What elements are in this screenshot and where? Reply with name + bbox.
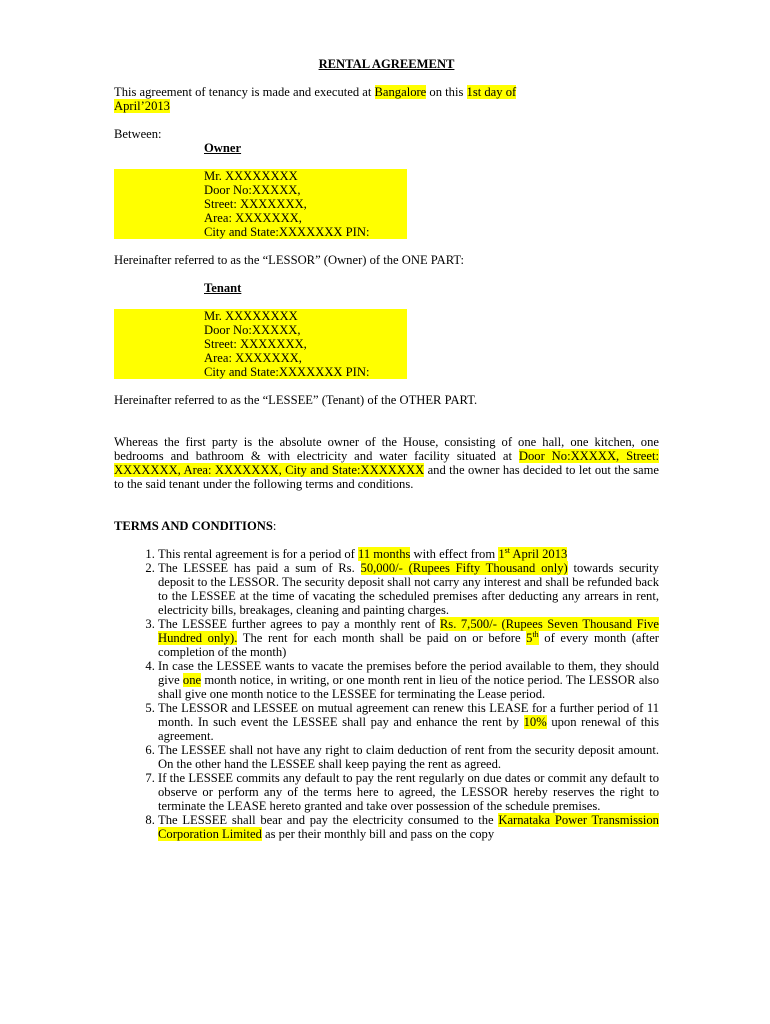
term-text: with effect from bbox=[410, 547, 499, 561]
tenant-address bbox=[204, 309, 659, 379]
terms-heading-colon: : bbox=[272, 519, 277, 533]
owner-heading: Owner bbox=[204, 141, 242, 155]
owner-section bbox=[204, 141, 659, 239]
lessor-definition: Hereinafter referred to as the “LESSOR” (Owner) of the ONE PART: bbox=[114, 253, 464, 267]
term-text: The rent for each month shall be paid on or before bbox=[237, 631, 527, 645]
intro-text-2: on this bbox=[426, 85, 467, 99]
term-highlight: Rs. 7,500/- (Rupees Seven Thousand Five Hundred only). bbox=[158, 617, 659, 645]
term-superscript: th bbox=[532, 629, 539, 639]
term-highlight: 11 months bbox=[358, 547, 411, 561]
tenant-line: City and State:XXXXXXX PIN: bbox=[204, 365, 370, 379]
term-text: The LESSOR and LESSEE on mutual agreement can renew this LEASE for a further period of 11 month. In such event the LESSEE shall pay and enhance the rent by bbox=[158, 701, 659, 729]
term-highlight: 10% bbox=[523, 715, 547, 729]
whereas-address: Door No:XXXXX, Street: XXXXXXX, Area: XXXXXXX, City and State:XXXXXXX bbox=[114, 449, 659, 477]
term-text: If the LESSEE commits any default to pay the rent regularly on due dates or commit any default to observe or perform any of the terms here to agreed, the LESSOR hereby reserves the right to terminate the LEASE hereto granted and take over possession of the schedule premises. bbox=[158, 771, 659, 813]
term-highlight: 50,000/- (Rupees Fifty Thousand only) bbox=[360, 561, 568, 575]
term-item bbox=[158, 659, 659, 701]
tenant-section bbox=[204, 281, 659, 379]
terms-list bbox=[114, 547, 659, 841]
term-highlight: Karnataka Power Transmission Corporation Limited bbox=[158, 813, 659, 841]
owner-line: City and State:XXXXXXX PIN: bbox=[204, 225, 370, 239]
lessee-definition: Hereinafter referred to as the “LESSEE” (Tenant) of the OTHER PART. bbox=[114, 393, 478, 407]
tenant-heading: Tenant bbox=[204, 281, 242, 295]
term-text: The LESSEE shall bear and pay the electricity consumed to the bbox=[158, 813, 499, 827]
terms-heading-line bbox=[114, 519, 659, 533]
term-item bbox=[158, 561, 659, 617]
term-item bbox=[158, 547, 659, 561]
term-item bbox=[158, 701, 659, 743]
term-highlight bbox=[498, 547, 567, 561]
document-title: RENTAL AGREEMENT bbox=[318, 57, 455, 71]
term-highlight: one bbox=[182, 673, 202, 687]
terms-heading: TERMS AND CONDITIONS bbox=[114, 519, 273, 533]
term-text: month notice, in writing, or one month rent in lieu of the notice period. The LESSOR also shall give one month notice to the LESSEE for terminating the Lease period. bbox=[158, 673, 659, 701]
owner-line: Street: XXXXXXX, bbox=[204, 197, 307, 211]
tenant-line: Door No:XXXXX, bbox=[204, 323, 301, 337]
term-item bbox=[158, 771, 659, 813]
term-superscript: st bbox=[504, 545, 510, 555]
tenant-line: Street: XXXXXXX, bbox=[204, 337, 307, 351]
term-text: towards security deposit to the LESSOR. The security deposit shall not carry any interest and shall be refunded back to the LESSEE at the time of vacating the scheduled premises after deducting any arrears in rent, electricity bills, breakages, cleaning and painting charges. bbox=[158, 561, 659, 617]
tenant-line: Area: XXXXXXX, bbox=[204, 351, 302, 365]
owner-line: Area: XXXXXXX, bbox=[204, 211, 302, 225]
term-text: The LESSEE has paid a sum of Rs. bbox=[158, 561, 361, 575]
term-highlight-text: April 2013 bbox=[509, 547, 568, 561]
document-page bbox=[114, 57, 659, 841]
intro-place: Bangalore bbox=[374, 85, 427, 99]
term-highlight-text: 5 bbox=[526, 631, 533, 645]
term-highlight-text: 1 bbox=[498, 547, 505, 561]
term-text: of every month (after completion of the month) bbox=[158, 631, 659, 659]
owner-line: Mr. XXXXXXXX bbox=[204, 169, 298, 183]
term-text: This rental agreement is for a period of bbox=[158, 547, 359, 561]
term-text: upon renewal of this agreement. bbox=[158, 715, 659, 743]
intro-date-a: 1st day of bbox=[466, 85, 517, 99]
intro-date-b: April’2013 bbox=[114, 99, 170, 113]
term-item bbox=[158, 743, 659, 771]
whereas-paragraph bbox=[114, 435, 659, 491]
term-text: The LESSEE shall not have any right to claim deduction of rent from the security deposit amount. On the other hand the LESSEE shall keep paying the rent as agreed. bbox=[158, 743, 659, 771]
owner-line: Door No:XXXXX, bbox=[204, 183, 301, 197]
between-label: Between: bbox=[114, 127, 162, 141]
intro-paragraph bbox=[114, 85, 659, 113]
whereas-text-1: Whereas the first party is the absolute owner of the House, consisting of one hall, one kitchen, one bedrooms and bathroom & with electricity and water facility situated at bbox=[114, 435, 659, 463]
term-item bbox=[158, 813, 659, 841]
whereas-text-2: and the owner has decided to let out the same to the said tenant under the following terms and conditions. bbox=[114, 463, 659, 491]
owner-address bbox=[204, 169, 659, 239]
term-item bbox=[158, 617, 659, 659]
term-text: as per their monthly bill and pass on the copy bbox=[261, 827, 495, 841]
term-text: In case the LESSEE wants to vacate the premises before the period available to them, they should give bbox=[158, 659, 659, 687]
intro-text-1: This agreement of tenancy is made and executed at bbox=[114, 85, 375, 99]
tenant-line: Mr. XXXXXXXX bbox=[204, 309, 298, 323]
term-highlight bbox=[526, 631, 539, 645]
term-text: The LESSEE further agrees to pay a monthly rent of bbox=[158, 617, 440, 631]
